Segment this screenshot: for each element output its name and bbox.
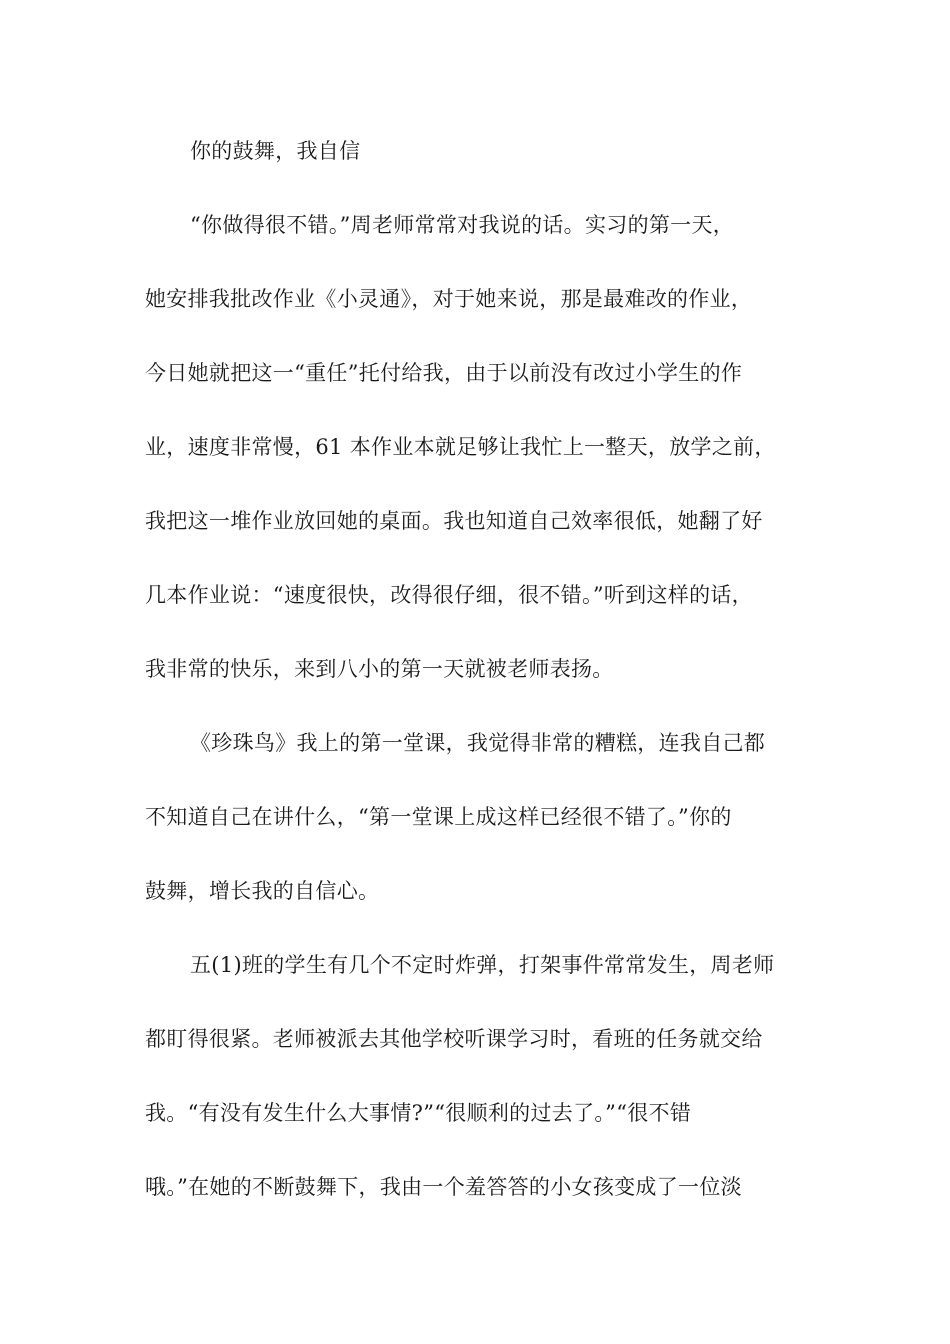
paragraph-line: 都盯得很紧。老师被派去其他学校听课学习时，看班的任务就交给 bbox=[145, 1027, 763, 1051]
paragraph-line: 鼓舞，增长我的自信心。 bbox=[145, 879, 380, 903]
paragraph-line: 五(1)班的学生有几个不定时炸弹，打架事件常常发生，周老师 bbox=[190, 953, 775, 977]
paragraph-line: 几本作业说：“速度很快，改得很仔细，很不错。”听到这样的话， bbox=[145, 583, 753, 607]
document-title: 你的鼓舞，我自信 bbox=[190, 139, 361, 163]
paragraph-line: 她安排我批改作业《小灵通》，对于她来说，那是最难改的作业， bbox=[145, 287, 753, 311]
paragraph-line: “你做得很不错。”周老师常常对我说的话。实习的第一天， bbox=[190, 213, 735, 237]
paragraph-line: 我非常的快乐，来到八小的第一天就被老师表扬。 bbox=[145, 657, 614, 681]
paragraph-line: 业，速度非常慢，61 本作业本就足够让我忙上一整天，放学之前， bbox=[145, 435, 776, 459]
paragraph-line: 哦。”在她的不断鼓舞下，我由一个羞答答的小女孩变成了一位淡 bbox=[145, 1175, 742, 1199]
paragraph-line: 我把这一堆作业放回她的桌面。我也知道自己效率很低，她翻了好 bbox=[145, 509, 763, 533]
paragraph-line: 《珍珠鸟》我上的第一堂课，我觉得非常的糟糕，连我自己都 bbox=[190, 731, 766, 755]
paragraph-line: 不知道自己在讲什么，“第一堂课上成这样已经很不错了。”你的 bbox=[145, 805, 732, 829]
paragraph-line: 我。“有没有发生什么大事情?”“很顺利的过去了。”“很不错 bbox=[145, 1101, 692, 1125]
paragraph-line: 今日她就把这一“重任”托付给我，由于以前没有改过小学生的作 bbox=[145, 361, 743, 385]
